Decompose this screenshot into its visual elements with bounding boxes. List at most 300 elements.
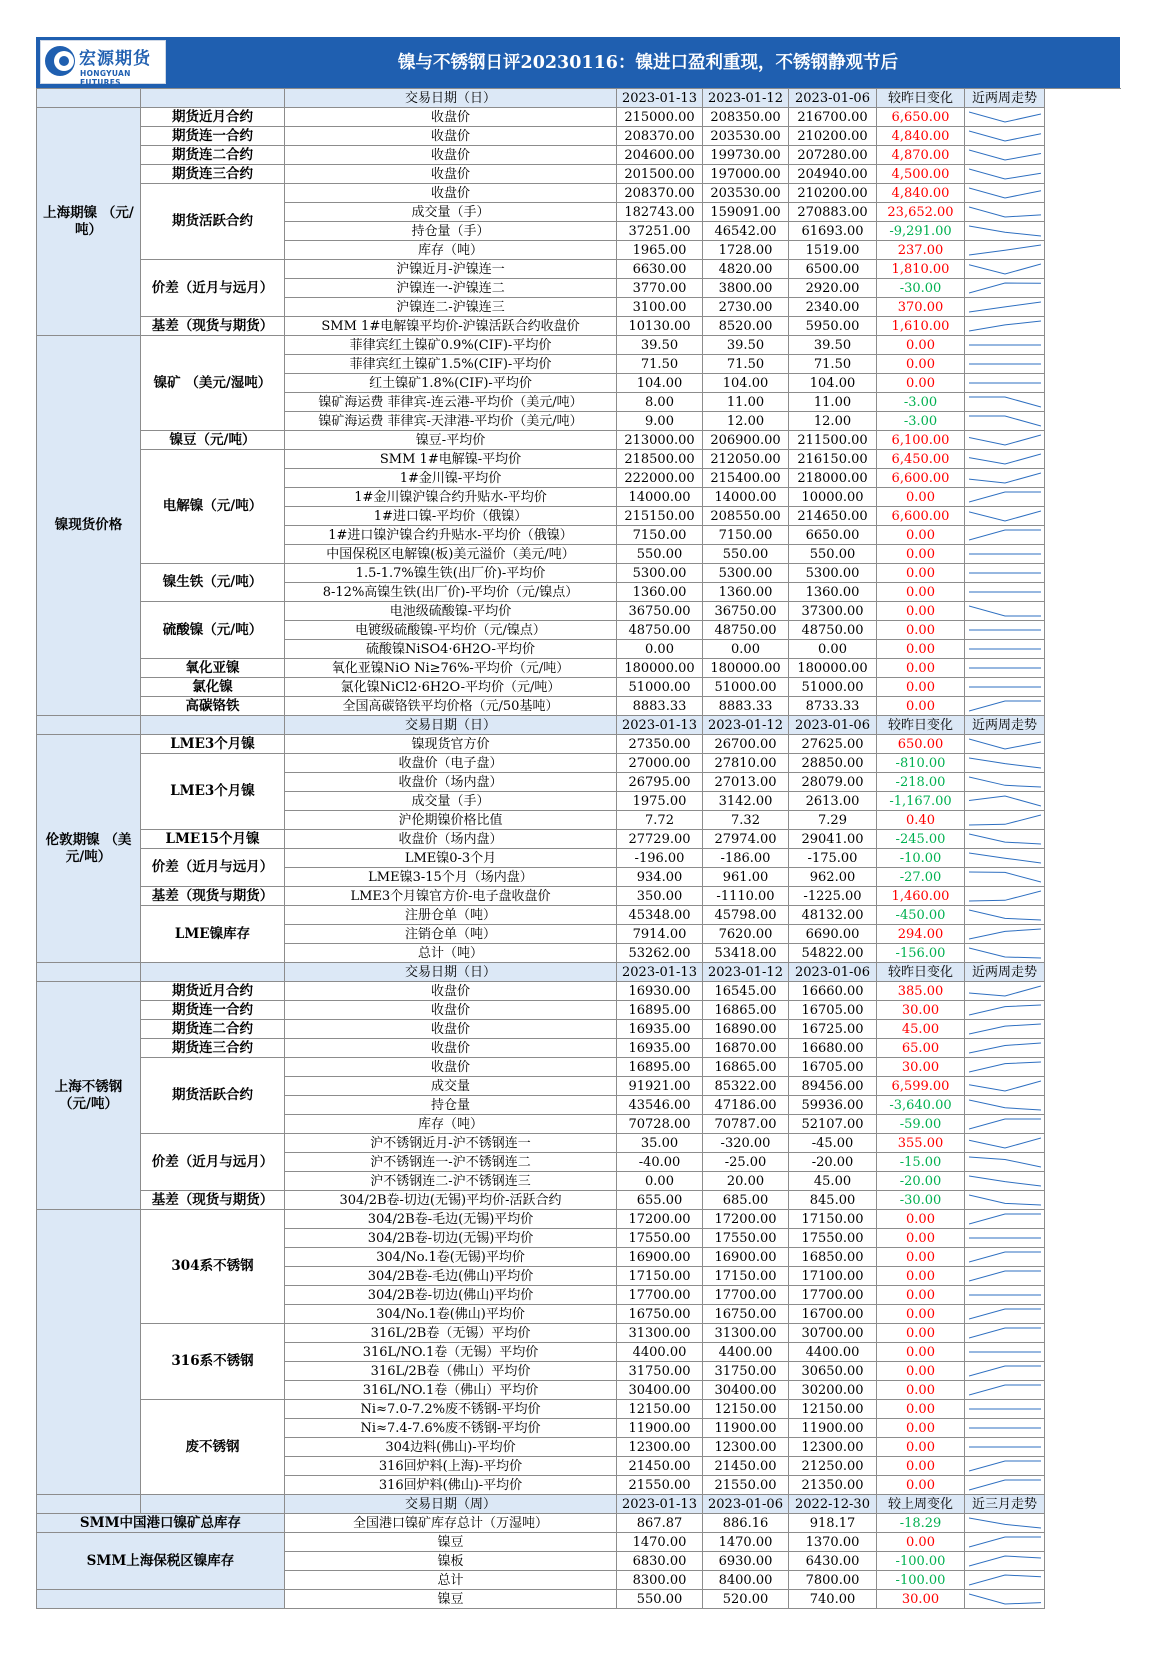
row-change: 6,600.00 xyxy=(877,469,965,488)
row-value: 2920.00 xyxy=(789,279,877,298)
sparkline-trend xyxy=(969,169,1041,179)
row-item: 1#进口镍沪镍合约升贴水-平均价（俄镍） xyxy=(285,526,617,545)
row-value: 71.50 xyxy=(703,355,789,374)
logo-name-cn: 宏源期货 xyxy=(79,49,151,69)
row-change: -18.29 xyxy=(877,1514,965,1533)
row-value: 11900.00 xyxy=(703,1419,789,1438)
row-value: 26700.00 xyxy=(703,735,789,754)
header-date-label: 交易日期（日） xyxy=(285,89,617,108)
row-trend xyxy=(965,1343,1045,1362)
row-change: 0.00 xyxy=(877,1457,965,1476)
row-change: 4,870.00 xyxy=(877,146,965,165)
row-value: 27625.00 xyxy=(789,735,877,754)
row-value: 2340.00 xyxy=(789,298,877,317)
group-label: 期货连一合约 xyxy=(141,127,285,146)
group-label: SMM上海保税区镍库存 xyxy=(37,1533,285,1590)
row-trend xyxy=(965,260,1045,279)
row-value: 1965.00 xyxy=(617,241,703,260)
row-change: 30.00 xyxy=(877,1001,965,1020)
row-value: 208550.00 xyxy=(703,507,789,526)
row-value: 212050.00 xyxy=(703,450,789,469)
row-trend xyxy=(965,1229,1045,1248)
row-change: 0.00 xyxy=(877,564,965,583)
row-value: 8520.00 xyxy=(703,317,789,336)
row-item: LME3个月镍官方价-电子盘收盘价 xyxy=(285,887,617,906)
row-value: -25.00 xyxy=(703,1153,789,1172)
row-trend xyxy=(965,393,1045,412)
row-value: 21450.00 xyxy=(703,1457,789,1476)
row-trend xyxy=(965,222,1045,241)
row-trend xyxy=(965,982,1045,1001)
row-item: 总计（吨） xyxy=(285,944,617,963)
row-value: 550.00 xyxy=(617,1590,703,1609)
row-change: 294.00 xyxy=(877,925,965,944)
row-item: 镍豆 xyxy=(285,1590,617,1609)
row-value: 215400.00 xyxy=(703,469,789,488)
row-change: -245.00 xyxy=(877,830,965,849)
row-item: 收盘价 xyxy=(285,184,617,203)
sparkline-trend xyxy=(969,1328,1041,1338)
header-blank xyxy=(141,963,285,982)
row-trend xyxy=(965,1381,1045,1400)
sparkline-trend xyxy=(969,226,1041,236)
row-item: 304/2B卷-切边(无锡)平均价-活跃合约 xyxy=(285,1191,617,1210)
row-change: 0.00 xyxy=(877,545,965,564)
row-item: Ni≈7.4-7.6%废不锈钢-平均价 xyxy=(285,1419,617,1438)
row-value: 655.00 xyxy=(617,1191,703,1210)
row-value: 208370.00 xyxy=(617,127,703,146)
row-change: -20.00 xyxy=(877,1172,965,1191)
row-value: 12300.00 xyxy=(617,1438,703,1457)
row-value: 39.50 xyxy=(617,336,703,355)
row-value: 71.50 xyxy=(789,355,877,374)
row-trend xyxy=(965,1419,1045,1438)
row-value: 17700.00 xyxy=(703,1286,789,1305)
row-item: 电池级硫酸镍-平均价 xyxy=(285,602,617,621)
row-trend xyxy=(965,374,1045,393)
report-sheet xyxy=(36,37,1120,1607)
row-value: 29041.00 xyxy=(789,830,877,849)
row-change: 0.00 xyxy=(877,1381,965,1400)
row-change: 6,450.00 xyxy=(877,450,965,469)
sparkline-trend xyxy=(969,473,1041,483)
row-item: 316L/2B卷（无锡）平均价 xyxy=(285,1324,617,1343)
header-change: 较上周变化 xyxy=(877,1495,965,1514)
row-value: 31750.00 xyxy=(617,1362,703,1381)
row-value: 27350.00 xyxy=(617,735,703,754)
row-trend xyxy=(965,1191,1045,1210)
row-trend xyxy=(965,1115,1045,1134)
row-trend xyxy=(965,1267,1045,1286)
group-label: 期货活跃合约 xyxy=(141,184,285,260)
row-trend xyxy=(965,1210,1045,1229)
row-value: 3770.00 xyxy=(617,279,703,298)
row-item: 电镀级硫酸镍-平均价（元/镍点） xyxy=(285,621,617,640)
row-value: 61693.00 xyxy=(789,222,877,241)
row-value: 934.00 xyxy=(617,868,703,887)
row-item: 304/No.1卷(佛山)平均价 xyxy=(285,1305,617,1324)
row-value: 204940.00 xyxy=(789,165,877,184)
row-item: 氧化亚镍NiO Ni≥76%-平均价（元/吨） xyxy=(285,659,617,678)
row-change: 0.00 xyxy=(877,1229,965,1248)
row-value: 216700.00 xyxy=(789,108,877,127)
group-label: 316系不锈钢 xyxy=(141,1324,285,1400)
row-value: 0.00 xyxy=(789,640,877,659)
sparkline-trend xyxy=(969,1480,1041,1490)
row-change: 0.00 xyxy=(877,336,965,355)
row-item: 304/2B卷-切边(无锡)平均价 xyxy=(285,1229,617,1248)
row-value: 16700.00 xyxy=(789,1305,877,1324)
row-trend xyxy=(965,355,1045,374)
row-value: 35.00 xyxy=(617,1134,703,1153)
sparkline-trend xyxy=(969,511,1041,521)
row-value: 6630.00 xyxy=(617,260,703,279)
group-label: 基差（现货与期货） xyxy=(141,317,285,336)
row-item: LME镍3-15个月（场内盘） xyxy=(285,868,617,887)
row-value: 27000.00 xyxy=(617,754,703,773)
sparkline-trend xyxy=(969,112,1041,122)
row-trend xyxy=(965,184,1045,203)
row-value: 5300.00 xyxy=(617,564,703,583)
row-value: 1360.00 xyxy=(617,583,703,602)
sparkline-trend xyxy=(969,1594,1041,1604)
row-value: 1360.00 xyxy=(789,583,877,602)
row-change: 6,599.00 xyxy=(877,1077,965,1096)
row-value: 48750.00 xyxy=(703,621,789,640)
row-value: 16930.00 xyxy=(617,982,703,1001)
row-change: 45.00 xyxy=(877,1020,965,1039)
row-trend xyxy=(965,1134,1045,1153)
row-value: 17200.00 xyxy=(617,1210,703,1229)
row-trend xyxy=(965,849,1045,868)
sparkline-trend xyxy=(969,815,1041,825)
sparkline-trend xyxy=(969,739,1041,749)
row-value: 16900.00 xyxy=(617,1248,703,1267)
group-label: 氯化镍 xyxy=(141,678,285,697)
row-change: 1,610.00 xyxy=(877,317,965,336)
row-value: 210200.00 xyxy=(789,184,877,203)
row-change: 0.00 xyxy=(877,1286,965,1305)
row-value: 51000.00 xyxy=(789,678,877,697)
row-value: 14000.00 xyxy=(703,488,789,507)
header-trend: 近三月走势 xyxy=(965,1495,1045,1514)
row-change: -1,167.00 xyxy=(877,792,965,811)
row-value: 31300.00 xyxy=(703,1324,789,1343)
group-label: 期货连三合约 xyxy=(141,165,285,184)
header-date-label: 交易日期（日） xyxy=(285,716,617,735)
row-trend xyxy=(965,1248,1045,1267)
row-item: 收盘价（电子盘） xyxy=(285,754,617,773)
sparkline-trend xyxy=(969,1005,1041,1015)
row-trend xyxy=(965,678,1045,697)
row-value: 159091.00 xyxy=(703,203,789,222)
sparkline-trend xyxy=(969,1556,1041,1566)
row-value: 45348.00 xyxy=(617,906,703,925)
sparkline-trend xyxy=(969,910,1041,920)
row-value: 53418.00 xyxy=(703,944,789,963)
row-trend xyxy=(965,1514,1045,1533)
row-item: 持仓量 xyxy=(285,1096,617,1115)
row-change: 0.00 xyxy=(877,1400,965,1419)
row-value: 16895.00 xyxy=(617,1001,703,1020)
row-value: 1470.00 xyxy=(617,1533,703,1552)
row-trend xyxy=(965,773,1045,792)
row-value: 12300.00 xyxy=(703,1438,789,1457)
row-trend xyxy=(965,1533,1045,1552)
row-trend xyxy=(965,1362,1045,1381)
row-item: 收盘价 xyxy=(285,982,617,1001)
row-trend xyxy=(965,1172,1045,1191)
row-change: -218.00 xyxy=(877,773,965,792)
row-item: 镍板 xyxy=(285,1552,617,1571)
row-change: -59.00 xyxy=(877,1115,965,1134)
row-change: 6,600.00 xyxy=(877,507,965,526)
row-value: 28079.00 xyxy=(789,773,877,792)
row-item: 菲律宾红土镍矿0.9%(CIF)-平均价 xyxy=(285,336,617,355)
row-change: 0.00 xyxy=(877,488,965,507)
row-value: 70728.00 xyxy=(617,1115,703,1134)
row-item: 硫酸镍NiSO4·6H2O-平均价 xyxy=(285,640,617,659)
sparkline-trend xyxy=(969,834,1041,844)
group-label xyxy=(37,1590,285,1609)
row-change: 0.00 xyxy=(877,1267,965,1286)
row-value: 1470.00 xyxy=(703,1533,789,1552)
row-item: 镍豆 xyxy=(285,1533,617,1552)
row-trend xyxy=(965,431,1045,450)
header-date: 2023-01-13 xyxy=(617,716,703,735)
row-value: 17700.00 xyxy=(789,1286,877,1305)
row-trend xyxy=(965,545,1045,564)
row-trend xyxy=(965,488,1045,507)
row-trend xyxy=(965,887,1045,906)
row-value: 203530.00 xyxy=(703,127,789,146)
row-value: 14000.00 xyxy=(617,488,703,507)
section-label xyxy=(37,1210,141,1495)
header-blank xyxy=(141,89,285,108)
row-value: 31300.00 xyxy=(617,1324,703,1343)
group-label: 氧化亚镍 xyxy=(141,659,285,678)
group-label: 期货连二合约 xyxy=(141,146,285,165)
row-value: 12.00 xyxy=(789,412,877,431)
row-trend xyxy=(965,108,1045,127)
header-date: 2023-01-12 xyxy=(703,963,789,982)
row-value: 685.00 xyxy=(703,1191,789,1210)
row-value: 30200.00 xyxy=(789,1381,877,1400)
row-change: 0.00 xyxy=(877,1248,965,1267)
row-trend xyxy=(965,792,1045,811)
row-item: 沪镍连一-沪镍连二 xyxy=(285,279,617,298)
row-value: 180000.00 xyxy=(617,659,703,678)
row-value: -45.00 xyxy=(789,1134,877,1153)
row-change: -156.00 xyxy=(877,944,965,963)
row-value: 54822.00 xyxy=(789,944,877,963)
row-value: 180000.00 xyxy=(789,659,877,678)
row-value: 211500.00 xyxy=(789,431,877,450)
row-value: 27810.00 xyxy=(703,754,789,773)
group-label: LME镍库存 xyxy=(141,906,285,963)
row-value: 9.00 xyxy=(617,412,703,431)
row-value: 16900.00 xyxy=(703,1248,789,1267)
row-change: 0.00 xyxy=(877,1533,965,1552)
row-change: 0.00 xyxy=(877,1438,965,1457)
sparkline-trend xyxy=(969,891,1041,901)
row-value: 31750.00 xyxy=(703,1362,789,1381)
header-blank xyxy=(37,89,141,108)
row-trend xyxy=(965,1457,1045,1476)
header-trend: 近两周走势 xyxy=(965,963,1045,982)
group-label: 304系不锈钢 xyxy=(141,1210,285,1324)
row-item: 红土镍矿1.8%(CIF)-平均价 xyxy=(285,374,617,393)
group-label: 镍矿 （美元/湿吨） xyxy=(141,336,285,431)
group-label: 期货连三合约 xyxy=(141,1039,285,1058)
header-date: 2023-01-06 xyxy=(789,89,877,108)
row-value: 201500.00 xyxy=(617,165,703,184)
row-value: 16660.00 xyxy=(789,982,877,1001)
row-item: 304/2B卷-切边(佛山)平均价 xyxy=(285,1286,617,1305)
header-blank xyxy=(141,1495,285,1514)
row-change: -9,291.00 xyxy=(877,222,965,241)
row-item: 316回炉料(佛山)-平均价 xyxy=(285,1476,617,1495)
row-change: 4,840.00 xyxy=(877,127,965,146)
row-value: 45798.00 xyxy=(703,906,789,925)
row-item: 库存（吨） xyxy=(285,1115,617,1134)
row-value: 6650.00 xyxy=(789,526,877,545)
row-value: 89456.00 xyxy=(789,1077,877,1096)
sparkline-trend xyxy=(969,188,1041,198)
row-value: 17150.00 xyxy=(789,1210,877,1229)
row-value: 4400.00 xyxy=(789,1343,877,1362)
row-trend xyxy=(965,1476,1045,1495)
header-change: 较昨日变化 xyxy=(877,963,965,982)
section-label: 伦敦期镍 （美元/吨） xyxy=(37,735,141,963)
row-value: 962.00 xyxy=(789,868,877,887)
row-value: 216150.00 xyxy=(789,450,877,469)
row-value: 214650.00 xyxy=(789,507,877,526)
row-value: 27729.00 xyxy=(617,830,703,849)
section-label: 上海期镍 （元/吨） xyxy=(37,108,141,336)
group-label: 镍生铁（元/吨） xyxy=(141,564,285,602)
header-date-label: 交易日期（周） xyxy=(285,1495,617,1514)
row-change: 0.00 xyxy=(877,1476,965,1495)
row-value: 12300.00 xyxy=(789,1438,877,1457)
row-change: -3.00 xyxy=(877,393,965,412)
row-change: -10.00 xyxy=(877,849,965,868)
row-value: 36750.00 xyxy=(703,602,789,621)
row-value: 16865.00 xyxy=(703,1058,789,1077)
group-label: 基差（现货与期货） xyxy=(141,887,285,906)
row-value: 203530.00 xyxy=(703,184,789,203)
row-item: 收盘价 xyxy=(285,1001,617,1020)
row-change: 0.00 xyxy=(877,1305,965,1324)
row-value: 51000.00 xyxy=(703,678,789,697)
report-banner xyxy=(36,37,1120,89)
row-trend xyxy=(965,640,1045,659)
row-value: 37251.00 xyxy=(617,222,703,241)
row-value: 4820.00 xyxy=(703,260,789,279)
row-value: 17150.00 xyxy=(617,1267,703,1286)
row-item: Ni≈7.0-7.2%废不锈钢-平均价 xyxy=(285,1400,617,1419)
row-value: 104.00 xyxy=(703,374,789,393)
header-date-label: 交易日期（日） xyxy=(285,963,617,982)
row-change: 0.00 xyxy=(877,355,965,374)
row-value: 12150.00 xyxy=(617,1400,703,1419)
row-value: 17550.00 xyxy=(789,1229,877,1248)
row-value: 918.17 xyxy=(789,1514,877,1533)
row-value: 48750.00 xyxy=(617,621,703,640)
row-value: 17550.00 xyxy=(617,1229,703,1248)
row-trend xyxy=(965,1324,1045,1343)
row-value: 7.32 xyxy=(703,811,789,830)
row-change: 0.00 xyxy=(877,1362,965,1381)
row-value: 204600.00 xyxy=(617,146,703,165)
row-value: 550.00 xyxy=(617,545,703,564)
row-value: -40.00 xyxy=(617,1153,703,1172)
row-value: 30400.00 xyxy=(703,1381,789,1400)
row-value: 206900.00 xyxy=(703,431,789,450)
row-trend xyxy=(965,1020,1045,1039)
row-value: 17200.00 xyxy=(703,1210,789,1229)
row-value: 845.00 xyxy=(789,1191,877,1210)
row-value: 27974.00 xyxy=(703,830,789,849)
row-trend xyxy=(965,1001,1045,1020)
row-item: 沪不锈钢连二-沪不锈钢连三 xyxy=(285,1172,617,1191)
row-value: 6690.00 xyxy=(789,925,877,944)
sparkline-trend xyxy=(969,1176,1041,1186)
sparkline-trend xyxy=(969,701,1041,711)
sparkline-trend xyxy=(969,131,1041,141)
row-item: 304边料(佛山)-平均价 xyxy=(285,1438,617,1457)
row-value: 16705.00 xyxy=(789,1001,877,1020)
row-value: 5950.00 xyxy=(789,317,877,336)
row-item: 成交量（手） xyxy=(285,203,617,222)
row-item: 收盘价 xyxy=(285,1039,617,1058)
sparkline-trend xyxy=(969,1214,1041,1224)
row-value: 16895.00 xyxy=(617,1058,703,1077)
row-value: 10130.00 xyxy=(617,317,703,336)
row-item: 收盘价（场内盘） xyxy=(285,773,617,792)
row-trend xyxy=(965,127,1045,146)
row-trend xyxy=(965,697,1045,716)
row-value: 199730.00 xyxy=(703,146,789,165)
sparkline-trend xyxy=(969,872,1041,882)
row-trend xyxy=(965,279,1045,298)
row-value: 2613.00 xyxy=(789,792,877,811)
row-value: 182743.00 xyxy=(617,203,703,222)
row-value: 7620.00 xyxy=(703,925,789,944)
row-value: 91921.00 xyxy=(617,1077,703,1096)
row-item: 注销仓单（吨） xyxy=(285,925,617,944)
header-change: 较昨日变化 xyxy=(877,716,965,735)
row-item: SMM 1#电解镍-平均价 xyxy=(285,450,617,469)
row-value: -320.00 xyxy=(703,1134,789,1153)
row-trend xyxy=(965,754,1045,773)
sparkline-trend xyxy=(969,321,1041,331)
row-value: 550.00 xyxy=(789,545,877,564)
row-trend xyxy=(965,602,1045,621)
row-value: 222000.00 xyxy=(617,469,703,488)
row-value: 8883.33 xyxy=(617,697,703,716)
row-trend xyxy=(965,1153,1045,1172)
row-value: 6430.00 xyxy=(789,1552,877,1571)
sparkline-trend xyxy=(969,1366,1041,1376)
row-value: 16935.00 xyxy=(617,1039,703,1058)
row-value: 10000.00 xyxy=(789,488,877,507)
row-trend xyxy=(965,1286,1045,1305)
row-value: 48132.00 xyxy=(789,906,877,925)
sparkline-trend xyxy=(969,853,1041,863)
row-value: 350.00 xyxy=(617,887,703,906)
row-value: 47186.00 xyxy=(703,1096,789,1115)
